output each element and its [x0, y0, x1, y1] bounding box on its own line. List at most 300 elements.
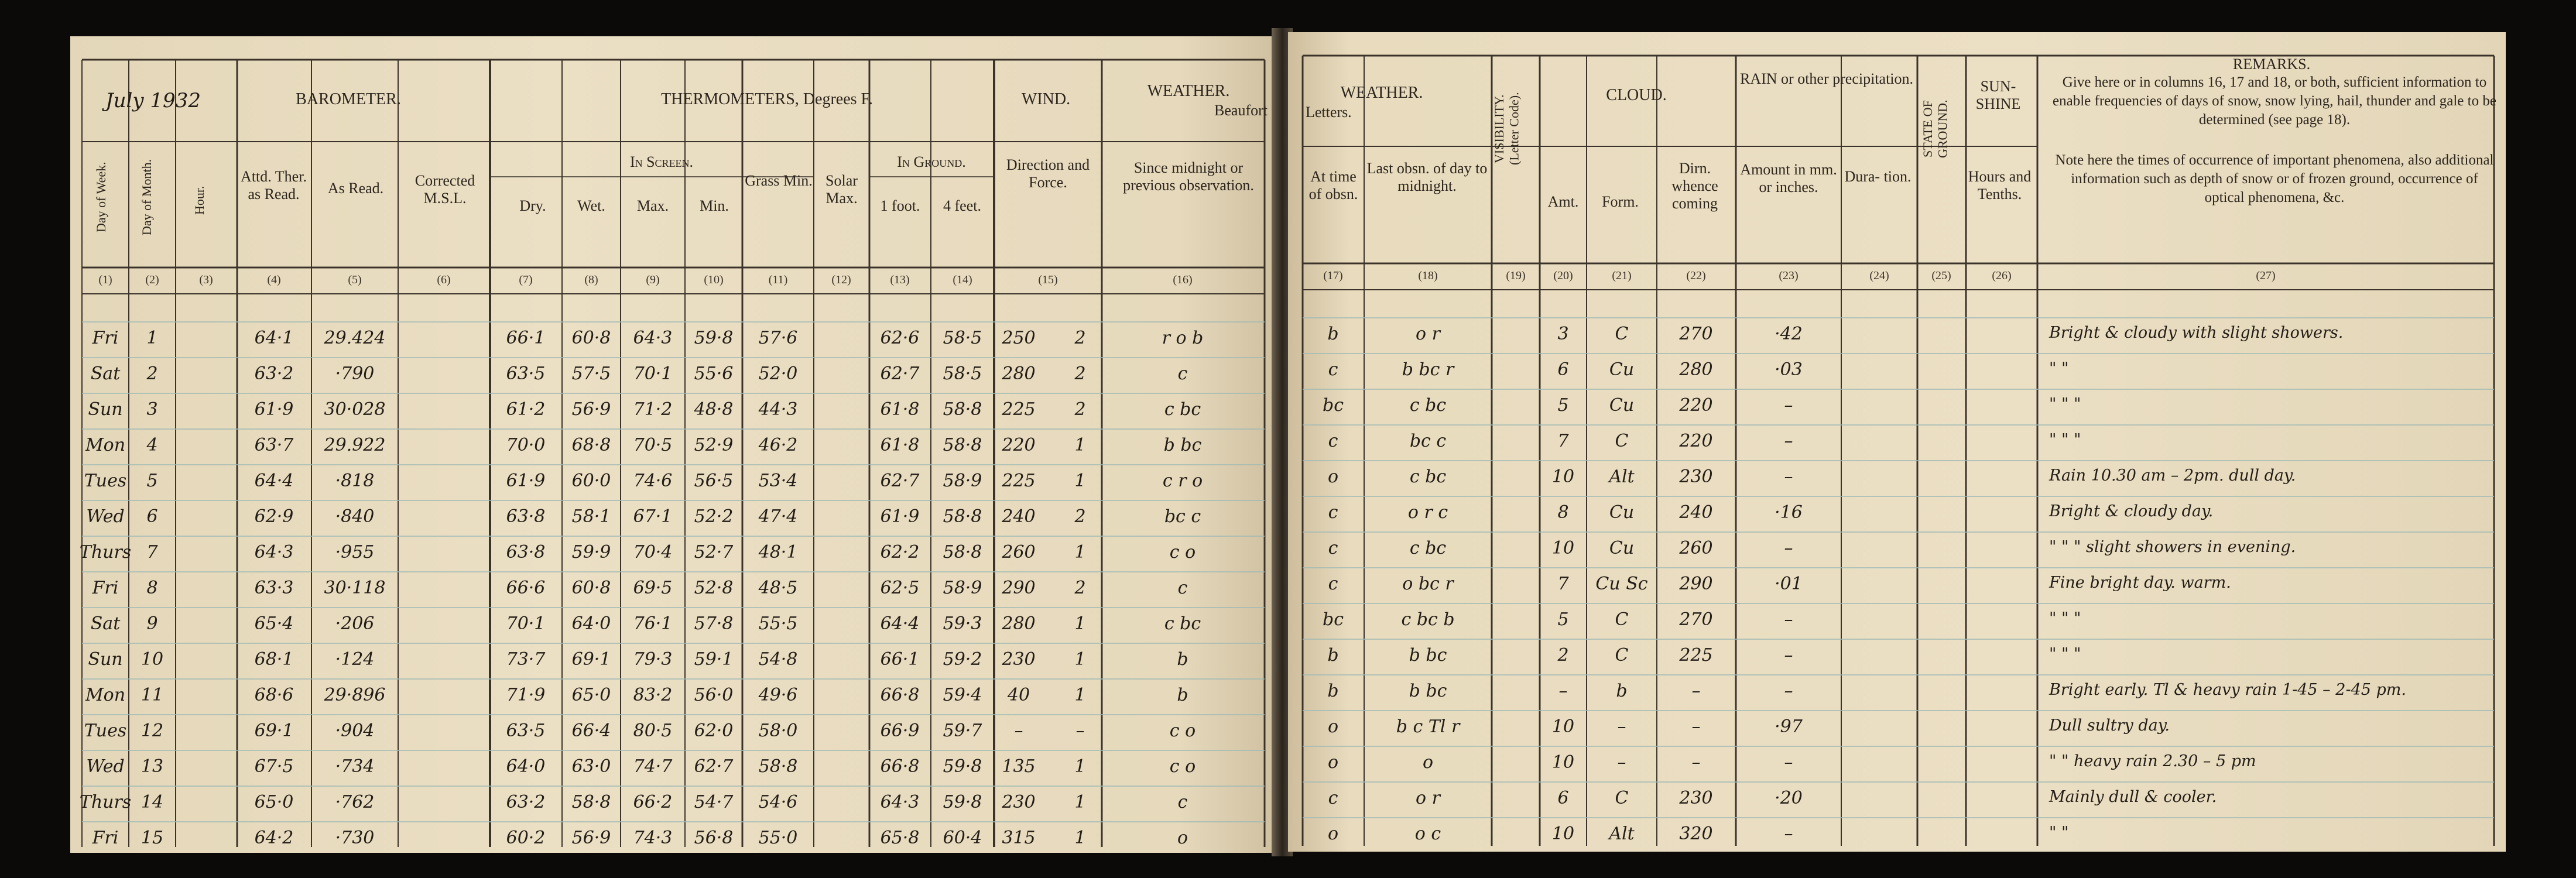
cell-rain-amount: ·42	[1775, 324, 1803, 344]
column-number: (12)	[831, 273, 851, 286]
cell-min-temp: 56·0	[694, 685, 734, 705]
cell-weather-last-obsn: c bc	[1409, 395, 1447, 416]
cell-cloud-amount: 6	[1557, 788, 1569, 808]
cell-rain-amount: –	[1784, 824, 1793, 844]
cell-wind-direction: 225	[1002, 399, 1036, 420]
cell-cloud-form: –	[1617, 752, 1626, 773]
cell-day-of-month: 9	[146, 613, 158, 634]
hdr-corrected-msl: Corrected M.S.L.	[415, 172, 475, 207]
cell-rain-amount: –	[1784, 609, 1793, 630]
month-year: July 1932	[105, 89, 201, 112]
cell-cloud-form: Alt	[1609, 824, 1635, 844]
cell-weather-at-obsn: c	[1328, 359, 1338, 380]
cell-cloud-direction: –	[1691, 681, 1701, 701]
cell-barometer-reading: ·790	[335, 363, 375, 384]
cell-cloud-direction: 230	[1679, 788, 1713, 808]
cell-weather-at-obsn: b	[1327, 324, 1339, 344]
cell-grass-min: 55·5	[758, 613, 798, 634]
cell-dry-bulb: 71·9	[506, 685, 546, 705]
cell-rain-amount: –	[1784, 538, 1793, 558]
cell-ground-4-feet: 59·8	[943, 792, 982, 812]
cell-barometer-reading: ·955	[335, 542, 375, 563]
cell-weather-last-obsn: o c	[1414, 824, 1441, 844]
cell-ground-1-foot: 66·9	[880, 721, 920, 741]
column-number: (16)	[1173, 273, 1193, 286]
cell-remark: Rain 10.30 am – 2pm. dull day.	[2049, 467, 2296, 485]
cell-wind-force: 1	[1074, 649, 1086, 670]
cell-wind-direction: 280	[1002, 363, 1036, 384]
cell-wet-bulb: 58·8	[571, 792, 611, 812]
cell-grass-min: 58·8	[758, 756, 798, 777]
cell-wind-force: 1	[1074, 613, 1086, 634]
weather-title: WEATHER.	[1147, 82, 1230, 100]
cell-dry-bulb: 61·2	[506, 399, 546, 420]
cell-day-of-month: 8	[146, 578, 158, 598]
cell-weather-last-obsn: c bc b	[1401, 609, 1455, 630]
cell-day-of-week: Mon	[85, 685, 126, 705]
cell-max-temp: 70·1	[633, 363, 673, 384]
cell-remark: Bright & cloudy with slight showers.	[2049, 324, 2344, 342]
cell-rain-amount: –	[1784, 467, 1793, 487]
cell-wet-bulb: 58·1	[571, 506, 611, 527]
cell-day-of-week: Tues	[84, 721, 127, 741]
cell-attached-thermometer: 65·0	[254, 792, 294, 812]
cell-ground-4-feet: 59·8	[943, 756, 982, 777]
cell-remark: " " " slight showers in evening.	[2049, 538, 2296, 556]
cell-cloud-direction: 225	[1679, 645, 1713, 666]
cell-day-of-week: Tues	[84, 471, 127, 491]
column-number: (24)	[1869, 269, 1889, 282]
cell-rain-amount: ·20	[1775, 788, 1803, 808]
cell-min-temp: 54·7	[694, 792, 734, 812]
cell-cloud-direction: 260	[1679, 538, 1713, 558]
cell-cloud-direction: 220	[1679, 431, 1713, 451]
right-register-page	[1288, 32, 2506, 852]
cell-attached-thermometer: 63·7	[254, 435, 294, 455]
cell-grass-min: 52·0	[758, 363, 798, 384]
cell-day-of-month: 11	[141, 685, 164, 705]
cell-max-temp: 74·3	[633, 828, 673, 848]
cell-attached-thermometer: 63·2	[254, 363, 294, 384]
cell-ground-1-foot: 61·9	[880, 506, 920, 527]
cell-attached-thermometer: 67·5	[254, 756, 294, 777]
cell-wet-bulb: 56·9	[571, 828, 611, 848]
column-number: (6)	[437, 273, 451, 286]
cell-wind-direction: 230	[1002, 792, 1036, 812]
remarks-instructions-2: Note here the times of occurrence of important phenomena, also additional information such as depth of snow or of frozen ground, occurrence of optical phenomena, &c.	[2055, 152, 2494, 205]
cell-beaufort-weather: c o	[1169, 756, 1196, 777]
cell-beaufort-weather: c o	[1169, 542, 1196, 563]
cell-beaufort-weather: c	[1177, 363, 1188, 384]
cell-grass-min: 58·0	[758, 721, 798, 741]
cell-ground-1-foot: 62·2	[880, 542, 920, 563]
cell-weather-last-obsn: o r	[1416, 788, 1440, 808]
hdr-day-of-week: Day of Week.	[94, 162, 108, 233]
cell-rain-amount: –	[1784, 395, 1793, 416]
remarks-title: REMARKS.	[2232, 56, 2311, 73]
hdr-dry: Dry.	[519, 197, 546, 214]
cell-barometer-reading: 30·028	[324, 399, 386, 420]
cell-cloud-form: –	[1617, 716, 1626, 737]
cell-cloud-direction: 280	[1679, 359, 1713, 380]
cell-barometer-reading: 30·118	[324, 578, 386, 598]
cell-day-of-month: 1	[146, 328, 158, 348]
weather-beaufort-label: Beaufort	[1214, 102, 1268, 119]
cell-ground-4-feet: 59·7	[943, 721, 982, 741]
cell-weather-last-obsn: o bc r	[1402, 574, 1454, 594]
cell-weather-at-obsn: c	[1328, 538, 1338, 558]
cell-attached-thermometer: 68·1	[254, 649, 294, 670]
column-number: (8)	[584, 273, 598, 286]
cell-min-temp: 52·9	[694, 435, 734, 455]
cell-attached-thermometer: 64·1	[254, 328, 294, 348]
cell-weather-at-obsn: bc	[1322, 395, 1344, 416]
cell-cloud-amount: 10	[1551, 752, 1575, 773]
cell-grass-min: 53·4	[758, 471, 798, 491]
cell-beaufort-weather: c	[1177, 792, 1188, 812]
cell-weather-last-obsn: o	[1422, 752, 1434, 773]
cell-grass-min: 54·8	[758, 649, 798, 670]
cell-wind-force: 2	[1074, 506, 1086, 527]
rain-title: RAIN or other precipitation.	[1739, 70, 1914, 87]
hdr-min: Min.	[700, 197, 729, 214]
cell-day-of-month: 2	[146, 363, 158, 384]
cell-remark: Dull sultry day.	[2049, 716, 2170, 735]
cell-cloud-amount: 7	[1557, 431, 1569, 451]
hdr-state-of-ground: STATE OF GROUND.	[1920, 100, 1950, 158]
wind-title: WIND.	[1021, 90, 1071, 108]
cell-weather-last-obsn: b bc r	[1402, 359, 1454, 380]
cell-barometer-reading: 29.424	[324, 328, 386, 348]
hdr-form: Form.	[1602, 193, 1639, 210]
cell-beaufort-weather: c r o	[1162, 471, 1203, 491]
column-number: (21)	[1612, 269, 1632, 282]
cell-remark: " " heavy rain 2.30 – 5 pm	[2049, 752, 2256, 770]
hdr-wet: Wet.	[577, 197, 605, 214]
cell-cloud-form: Cu	[1609, 502, 1635, 523]
cell-weather-at-obsn: o	[1327, 716, 1339, 737]
cell-weather-at-obsn: c	[1328, 788, 1338, 808]
cell-wind-force: 1	[1074, 435, 1086, 455]
column-number: (27)	[2256, 269, 2276, 282]
cell-min-temp: 52·8	[694, 578, 734, 598]
hdr-amt: Amt.	[1547, 193, 1579, 210]
cell-cloud-form: Cu Sc	[1595, 574, 1648, 594]
weather-letters-sub: Letters.	[1306, 104, 1352, 121]
hdr-attd-ther: Attd. Ther. as Read.	[241, 168, 307, 203]
cell-cloud-amount: 10	[1551, 467, 1575, 487]
cell-grass-min: 46·2	[758, 435, 798, 455]
cell-dry-bulb: 70·0	[506, 435, 546, 455]
cell-wind-direction: 240	[1002, 506, 1036, 527]
cell-min-temp: 52·7	[694, 542, 734, 563]
cell-ground-1-foot: 66·1	[880, 649, 920, 670]
column-number: (9)	[646, 273, 660, 286]
column-number: (3)	[199, 273, 213, 286]
cell-dry-bulb: 61·9	[506, 471, 546, 491]
cell-wet-bulb: 56·9	[571, 399, 611, 420]
cell-max-temp: 74·7	[633, 756, 673, 777]
cell-cloud-amount: 2	[1557, 645, 1569, 666]
column-number: (4)	[267, 273, 281, 286]
remarks-instructions-1: Give here or in columns 16, 17 and 18, or both, sufficient information to enable frequencies of days of snow, snow lying, hail, thunder and gale to be determined (see page 18).	[2053, 74, 2496, 128]
cell-beaufort-weather: c bc	[1164, 399, 1201, 420]
cell-rain-amount: ·01	[1775, 574, 1803, 594]
cell-ground-4-feet: 60·4	[943, 828, 982, 848]
cell-beaufort-weather: b bc	[1163, 435, 1202, 455]
cell-dry-bulb: 70·1	[506, 613, 546, 634]
cell-max-temp: 79·3	[633, 649, 673, 670]
cell-cloud-direction: 320	[1679, 824, 1713, 844]
cell-dry-bulb: 63·8	[506, 542, 546, 563]
cell-ground-4-feet: 58·5	[943, 328, 982, 348]
cell-cloud-form: Cu	[1609, 538, 1635, 558]
cell-cloud-amount: –	[1558, 681, 1568, 701]
cell-ground-1-foot: 62·7	[880, 363, 920, 384]
cell-remark: " " "	[2049, 431, 2081, 449]
cell-remark: Bright early. Tl & heavy rain 1-45 – 2-45 pm.	[2049, 681, 2406, 699]
cell-attached-thermometer: 64·3	[254, 542, 294, 563]
cell-min-temp: 48·8	[694, 399, 734, 420]
cell-wind-force: 1	[1074, 542, 1086, 563]
cell-barometer-reading: ·730	[335, 828, 375, 848]
column-number: (13)	[890, 273, 910, 286]
cell-wet-bulb: 60·8	[571, 328, 611, 348]
cell-remark: " " "	[2049, 395, 2081, 413]
cell-ground-1-foot: 65·8	[880, 828, 920, 848]
cell-max-temp: 66·2	[633, 792, 673, 812]
cell-min-temp: 62·7	[694, 756, 734, 777]
column-number: (1)	[98, 273, 112, 286]
hdr-hour: Hour.	[192, 186, 207, 215]
cell-wet-bulb: 68·8	[571, 435, 611, 455]
cell-weather-last-obsn: o r c	[1407, 502, 1448, 523]
cell-ground-1-foot: 66·8	[880, 756, 920, 777]
cell-barometer-reading: ·734	[335, 756, 375, 777]
cell-rain-amount: –	[1784, 645, 1793, 666]
cell-day-of-week: Sun	[88, 399, 123, 420]
hdr-grass-min: Grass Min.	[745, 172, 813, 189]
cell-dry-bulb: 73·7	[506, 649, 546, 670]
hdr-visibility: VISIBILITY. (Letter Code).	[1492, 92, 1522, 166]
hdr-4-feet: 4 feet.	[943, 197, 981, 214]
cell-ground-1-foot: 64·4	[880, 613, 920, 634]
cell-beaufort-weather: r o b	[1162, 328, 1204, 348]
hdr-day-of-month: Day of Month.	[139, 159, 154, 235]
hdr-since-midnight: Since midnight or previous observation.	[1123, 159, 1254, 194]
column-number: (15)	[1038, 273, 1058, 286]
cell-ground-4-feet: 59·3	[943, 613, 982, 634]
cell-grass-min: 55·0	[758, 828, 798, 848]
cell-day-of-week: Thurs	[79, 542, 132, 563]
in-screen-label: In Screen.	[629, 153, 694, 170]
cell-min-temp: 57·8	[694, 613, 734, 634]
cell-weather-last-obsn: b bc	[1409, 681, 1447, 701]
cell-max-temp: 64·3	[633, 328, 673, 348]
hdr-amount: Amount in mm. or inches.	[1740, 161, 1837, 196]
cell-cloud-form: C	[1615, 609, 1629, 630]
cell-ground-1-foot: 62·6	[880, 328, 920, 348]
cell-barometer-reading: ·206	[335, 613, 375, 634]
cell-wind-direction: 290	[1002, 578, 1036, 598]
cell-wet-bulb: 69·1	[571, 649, 611, 670]
cell-dry-bulb: 66·1	[506, 328, 546, 348]
cell-barometer-reading: ·124	[335, 649, 375, 670]
column-number: (26)	[1992, 269, 2012, 282]
cell-grass-min: 47·4	[758, 506, 798, 527]
cell-max-temp: 80·5	[633, 721, 673, 741]
cell-wind-direction: 40	[1007, 685, 1030, 705]
cell-wind-force: 1	[1074, 471, 1086, 491]
cell-wind-direction: 225	[1002, 471, 1036, 491]
left-register-page	[70, 36, 1276, 853]
cell-beaufort-weather: c bc	[1164, 613, 1201, 634]
cell-dry-bulb: 63·8	[506, 506, 546, 527]
cell-day-of-week: Sat	[90, 363, 121, 384]
cell-cloud-amount: 5	[1557, 395, 1569, 416]
cell-cloud-amount: 8	[1557, 502, 1569, 523]
cell-day-of-month: 15	[141, 828, 164, 848]
cell-day-of-month: 5	[146, 471, 158, 491]
cell-ground-1-foot: 62·5	[880, 578, 920, 598]
hdr-at-time: At time of obsn.	[1308, 168, 1358, 203]
cell-day-of-month: 12	[141, 721, 164, 741]
cell-wet-bulb: 59·9	[571, 542, 611, 563]
cell-cloud-direction: –	[1691, 752, 1701, 773]
column-number: (18)	[1418, 269, 1438, 282]
cell-wet-bulb: 60·0	[571, 471, 611, 491]
cell-wet-bulb: 60·8	[571, 578, 611, 598]
cell-weather-at-obsn: c	[1328, 574, 1338, 594]
column-number: (5)	[348, 273, 362, 286]
cell-remark: " " "	[2049, 609, 2081, 627]
column-number: (17)	[1323, 269, 1343, 282]
cell-cloud-amount: 6	[1557, 359, 1569, 380]
hdr-dirn: Dirn. whence coming	[1671, 160, 1718, 212]
cell-cloud-form: Alt	[1609, 467, 1635, 487]
cell-beaufort-weather: c	[1177, 578, 1188, 598]
cell-day-of-week: Thurs	[79, 792, 132, 812]
cell-weather-at-obsn: bc	[1322, 609, 1344, 630]
cell-cloud-form: Cu	[1609, 395, 1635, 416]
cell-grass-min: 48·1	[758, 542, 798, 563]
cell-grass-min: 54·6	[758, 792, 798, 812]
cell-dry-bulb: 66·6	[506, 578, 546, 598]
cell-remark: " "	[2049, 359, 2069, 378]
cell-wind-force: 2	[1074, 363, 1086, 384]
cell-remark: Fine bright day. warm.	[2049, 574, 2231, 592]
cell-day-of-month: 6	[146, 506, 158, 527]
cell-attached-thermometer: 62·9	[254, 506, 294, 527]
cell-cloud-direction: 220	[1679, 395, 1713, 416]
cell-attached-thermometer: 68·6	[254, 685, 294, 705]
column-number: (10)	[704, 273, 724, 286]
column-number: (20)	[1553, 269, 1573, 282]
cell-day-of-week: Sat	[90, 613, 121, 634]
cell-barometer-reading: 29.922	[324, 435, 386, 455]
cell-day-of-week: Fri	[92, 578, 119, 598]
cell-cloud-form: Cu	[1609, 359, 1635, 380]
cell-grass-min: 57·6	[758, 328, 798, 348]
cell-rain-amount: ·03	[1775, 359, 1803, 380]
cell-grass-min: 48·5	[758, 578, 798, 598]
cell-ground-4-feet: 59·2	[943, 649, 982, 670]
hdr-max: Max.	[636, 197, 669, 214]
cell-cloud-amount: 5	[1557, 609, 1569, 630]
hdr-last-obsn: Last obsn. of day to midnight.	[1366, 160, 1488, 194]
cell-wind-force: 2	[1074, 399, 1086, 420]
cell-barometer-reading: ·840	[335, 506, 375, 527]
cell-day-of-week: Fri	[92, 328, 119, 348]
cell-ground-1-foot: 62·7	[880, 471, 920, 491]
cell-dry-bulb: 63·2	[506, 792, 546, 812]
cell-max-temp: 70·4	[633, 542, 673, 563]
cell-ground-4-feet: 58·8	[943, 506, 982, 527]
cell-grass-min: 44·3	[758, 399, 798, 420]
cell-attached-thermometer: 64·2	[254, 828, 294, 848]
cell-wind-force: –	[1075, 721, 1085, 741]
cell-grass-min: 49·6	[758, 685, 798, 705]
cell-day-of-week: Mon	[85, 435, 126, 455]
cell-min-temp: 59·1	[694, 649, 734, 670]
cell-beaufort-weather: bc c	[1164, 506, 1201, 527]
cloud-title: CLOUD.	[1606, 86, 1667, 104]
cell-cloud-form: C	[1615, 431, 1629, 451]
hdr-duration: Dura- tion.	[1844, 168, 1912, 185]
cell-barometer-reading: 29·896	[324, 685, 386, 705]
cell-rain-amount: ·16	[1775, 502, 1803, 523]
cell-max-temp: 69·5	[633, 578, 673, 598]
cell-day-of-week: Sun	[88, 649, 123, 670]
cell-weather-at-obsn: b	[1327, 681, 1339, 701]
weather-letters-title: WEATHER.	[1340, 84, 1423, 102]
cell-remark: Mainly dull & cooler.	[2049, 788, 2217, 806]
cell-cloud-direction: 240	[1679, 502, 1713, 523]
hdr-direction-force: Direction and Force.	[1006, 156, 1090, 191]
cell-wind-direction: 230	[1002, 649, 1036, 670]
column-number: (11)	[768, 273, 788, 286]
cell-day-of-week: Fri	[92, 828, 119, 848]
cell-wind-direction: 250	[1002, 328, 1036, 348]
cell-rain-amount: –	[1784, 431, 1793, 451]
cell-cloud-amount: 3	[1557, 324, 1569, 344]
column-number: (2)	[145, 273, 159, 286]
cell-ground-4-feet: 58·5	[943, 363, 982, 384]
cell-beaufort-weather: b	[1177, 685, 1188, 705]
barometer-title: BAROMETER.	[296, 90, 401, 108]
cell-ground-1-foot: 64·3	[880, 792, 920, 812]
hdr-solar-max: Solar Max.	[825, 172, 858, 207]
cell-dry-bulb: 64·0	[506, 756, 546, 777]
cell-wind-direction: 315	[1002, 828, 1036, 848]
cell-wind-direction: –	[1014, 721, 1023, 741]
cell-ground-4-feet: 58·8	[943, 542, 982, 563]
cell-remark: " " "	[2049, 645, 2081, 663]
cell-min-temp: 62·0	[694, 721, 734, 741]
cell-cloud-direction: –	[1691, 716, 1701, 737]
cell-day-of-month: 14	[141, 792, 164, 812]
cell-max-temp: 83·2	[633, 685, 673, 705]
cell-cloud-direction: 230	[1679, 467, 1713, 487]
cell-day-of-month: 10	[141, 649, 164, 670]
column-number: (23)	[1779, 269, 1799, 282]
cell-weather-at-obsn: o	[1327, 752, 1339, 773]
column-number: (19)	[1506, 269, 1526, 282]
cell-barometer-reading: ·762	[335, 792, 375, 812]
cell-wind-force: 1	[1074, 828, 1086, 848]
cell-cloud-form: C	[1615, 645, 1629, 666]
cell-ground-4-feet: 58·8	[943, 435, 982, 455]
